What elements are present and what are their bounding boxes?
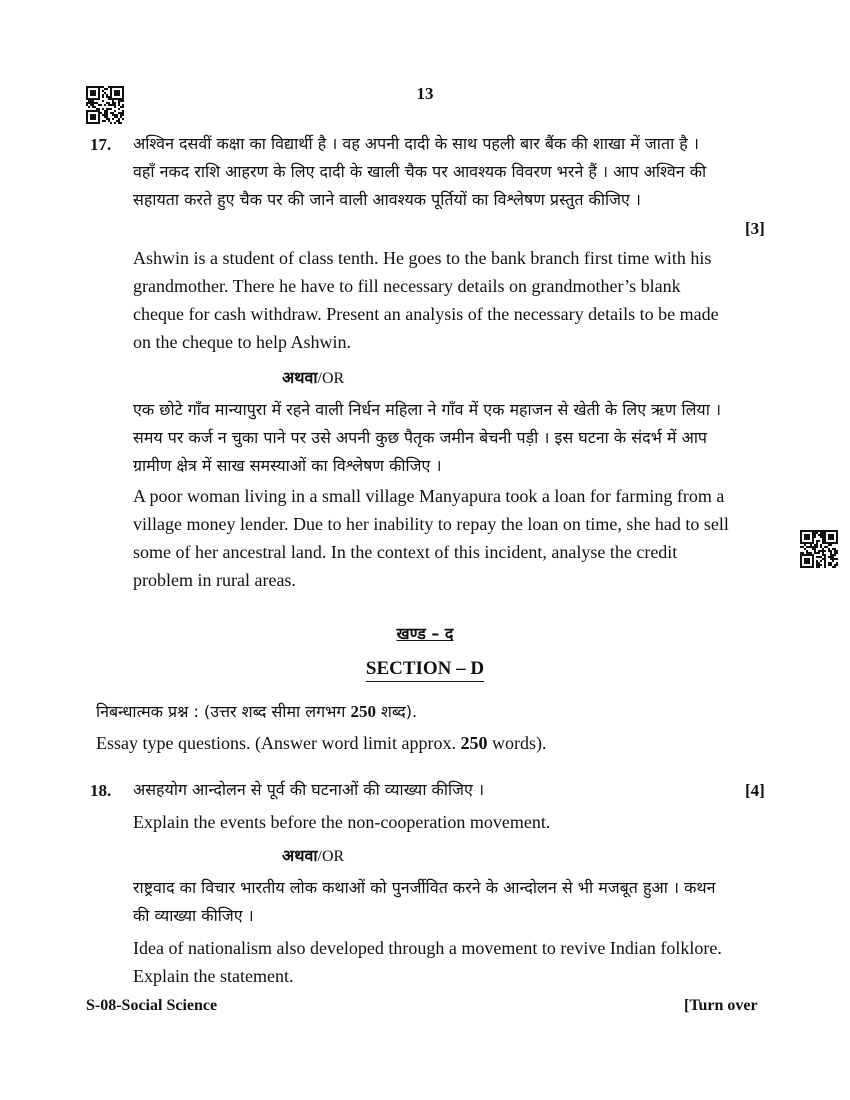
instruction-hindi-num: 250 bbox=[350, 702, 376, 721]
question-english-text: Ashwin is a student of class tenth. He goes to the bank branch first time with his grandmother. There he have to fill necessary details on grandmother’s blank cheque for cash withdraw. Present an analysis of the necessary details to be made on the cheque to help Ashwin. bbox=[133, 248, 719, 352]
section-instruction-english bbox=[96, 733, 546, 754]
section-hindi-title-wrap bbox=[0, 622, 850, 644]
question-marks: [3] bbox=[745, 219, 765, 238]
instruction-hindi-pre: निबन्धात्मक प्रश्न : (उत्तर शब्द सीमा लगभग bbox=[96, 702, 351, 721]
section-english-title-wrap bbox=[0, 658, 850, 680]
instruction-hindi-post: शब्द). bbox=[375, 702, 418, 721]
question-marks: [4] bbox=[745, 781, 765, 800]
alternative-hindi-text: राष्ट्रवाद का विचार भारतीय लोक कथाओं को पुनर्जीवित करने के आन्दोलन से भी मजबूत हुआ । कथन की व्याख्या कीजिए । bbox=[133, 878, 716, 925]
footer-turn-over: [Turn over bbox=[684, 997, 758, 1014]
or-label bbox=[282, 844, 344, 866]
question-hindi-text: असहयोग आन्दोलन से पूर्व की घटनाओं की व्याख्या कीजिए । bbox=[133, 780, 485, 799]
footer-subject-code: S-08-Social Science bbox=[86, 997, 218, 1014]
or-hindi: अथवा bbox=[282, 368, 318, 387]
question-hindi-text: अश्विन दसवीं कक्षा का विद्यार्थी है । वह अपनी दादी के साथ पहली बार बैंक की शाखा में जाता है । वहाँ नकद राशि आहरण के लिए दादी के खाली चैक पर आवश्यक विवरण भरने हैं । आप अश्विन की सहायता करते हुए चैक पर की जाने वाली आवश्यक पूर्तियों का विश्लेषण प्रस्तुत कीजिए । bbox=[133, 134, 707, 209]
question-english-text: Explain the events before the non-cooperation movement. bbox=[133, 812, 551, 832]
section-instruction-hindi bbox=[96, 700, 417, 722]
instruction-english-post: words). bbox=[487, 733, 547, 753]
alternative-english-text: A poor woman living in a small village Manyapura took a loan for farming from a village money lender. Due to her inability to repay the loan on time, she had to sell some of her ancestral land. In the context of this incident, analyse the credit problem in rural areas. bbox=[133, 486, 729, 590]
qr-module bbox=[122, 122, 124, 124]
alternative-english-text: Idea of nationalism also developed through a movement to revive Indian folklore. Explain the statement. bbox=[133, 938, 722, 986]
qr-code-right-margin bbox=[800, 530, 838, 568]
or-label bbox=[282, 366, 344, 388]
or-hindi: अथवा bbox=[282, 846, 318, 865]
instruction-english-pre: Essay type questions. (Answer word limit approx. bbox=[96, 733, 461, 753]
alternative-hindi-text: एक छोटे गाँव मान्यापुरा में रहने वाली निर्धन महिला ने गाँव में एक महाजन से खेती के लिए ऋण लिया । समय पर कर्ज न चुका पाने पर उसे अपनी कुछ पैतृक जमीन बेचनी पड़ी । इस घटना के संदर्भ में आप ग्रामीण क्षेत्र में साख समस्याओं का विश्लेषण कीजिए । bbox=[133, 400, 722, 475]
section-english-title: SECTION – D bbox=[366, 658, 484, 682]
or-english: /OR bbox=[317, 370, 345, 387]
instruction-english-num: 250 bbox=[460, 733, 488, 753]
qr-module bbox=[836, 566, 838, 568]
question-number: 18. bbox=[90, 781, 112, 800]
section-hindi-title: खण्ड – द bbox=[396, 624, 454, 643]
page-number: 13 bbox=[416, 84, 434, 103]
or-english: /OR bbox=[317, 848, 345, 865]
question-number: 17. bbox=[90, 135, 112, 154]
